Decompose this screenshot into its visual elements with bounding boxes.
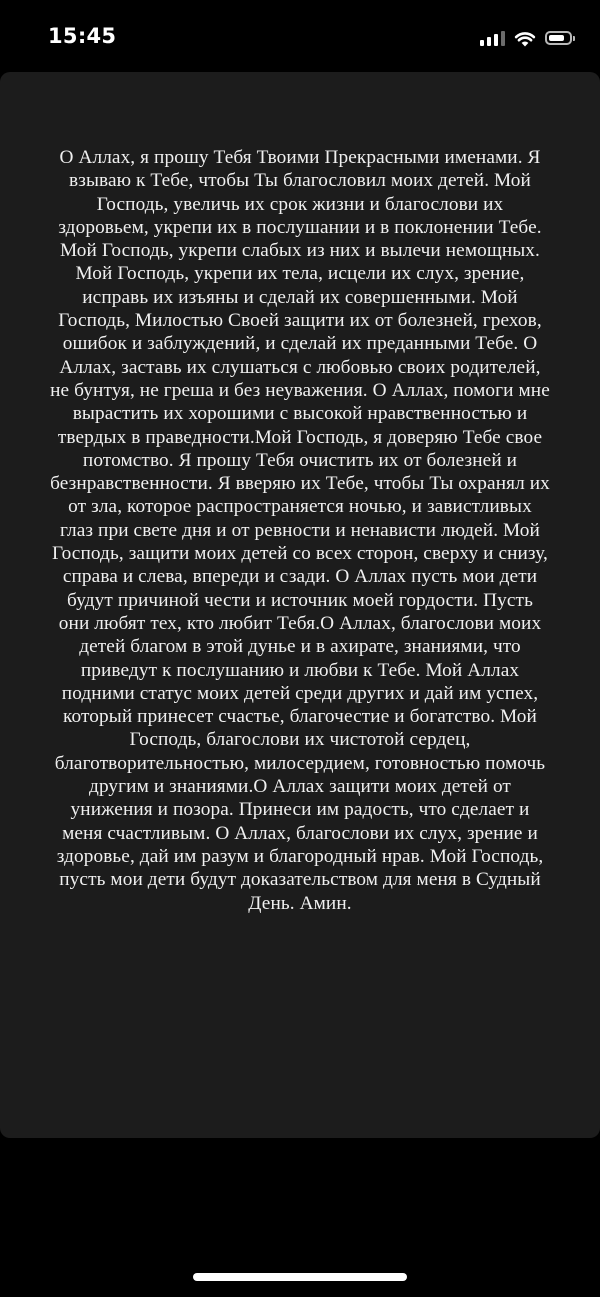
wifi-icon [514,30,536,47]
home-indicator[interactable] [193,1273,407,1281]
story-card[interactable] [0,72,600,1138]
status-time: 15:45 [48,24,117,48]
battery-icon [545,31,572,45]
status-icons [480,27,572,49]
story-text: О Аллах, я прошу Тебя Твоими Прекрасными именами. Я взываю к Тебе, чтобы Ты благословил моих детей. Мой Господь, увеличь их срок жизни и благослови их здоровьем, укрепи их в послушании и в поклонении Тебе. Мой Господь, укрепи слабых из них и вылечи немощных. Мой Господь, укрепи их тела, исцели их слух, зрение, исправь их изъяны и сделай их совершенными. Мой Господь, Милостью Своей защити их от болезней, грехов, ошибок и заблуждений, и сделай их преданными Тебе. О Аллах, заставь их слушаться с любовью своих родителей, не бунтуя, не греша и без неуважения. О Аллах, помоги мне вырастить их хорошими с высокой нравственностью и твердых в праведности.Мой Господь, я доверяю Тебе свое потомство. Я прошу Тебя очистить их от болезней и безнравственности. Я вверяю их Тебе, чтобы Ты охранял их от зла, которое распространяется ночью, и завистливых глаз при свете дня и от ревности и ненависти людей. Мой Господь, защити моих детей со всех сторон, сверху и снизу, справа и слева, впереди и сзади. О Аллах пусть мои дети будут причиной чести и источник моей гордости. Пусть они любят тех, кто любит Тебя.О Аллах, благослови моих детей благом в этой дунье и в ахирате, знаниями, что приведут к послушанию и любви к Тебе. Мой Аллах подними статус моих детей среди других и дай им успех, который принесет счастье, благочестие и богатство. Мой Господь, благослови их чистотой сердец, благотворительностью, милосердием, готовностью помочь другим и знаниями.О Аллах защити моих детей от унижения и позора. Принеси им радость, что сделает и меня счастливым. О Аллах, благослови их слух, зрение и здоровье, дай им разум и благородный нрав. Мой Господь, пусть мои дети будут доказательством для меня в Судный День. Амин. [50,147,550,914]
signal-icon [480,30,505,46]
status-bar [0,0,600,74]
